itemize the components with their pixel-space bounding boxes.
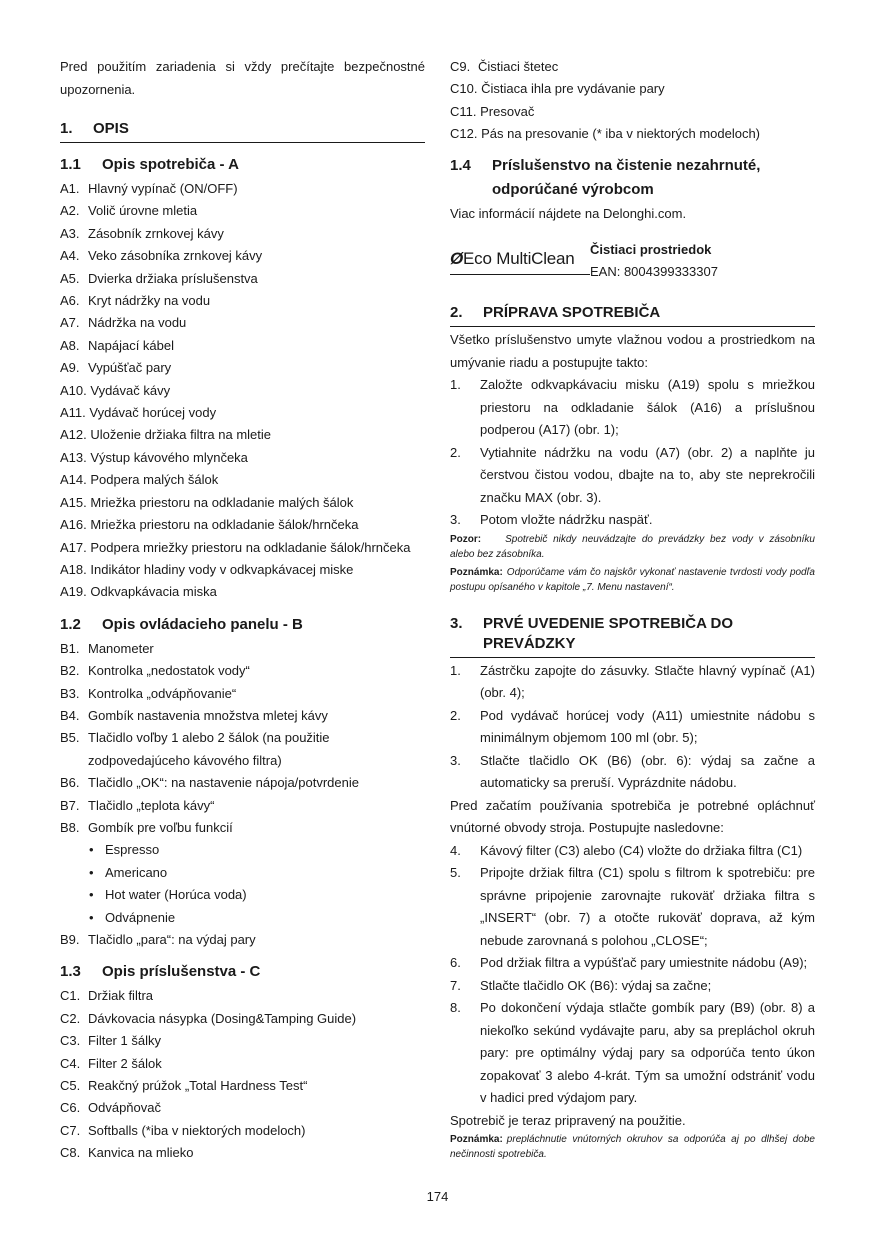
list-item: C7. Softballs (*iba v niektorých modeloch) bbox=[60, 1122, 306, 1138]
list-item: C6. Odvápňovač bbox=[60, 1100, 161, 1116]
list-item: 3. Stlačte tlačidlo OK (B6) (obr. 6): výdaj sa začne a automaticky sa preruší. Vyprázdnite nádobu. bbox=[450, 752, 815, 791]
list-item: B9. Tlačidlo „para“: na výdaj pary bbox=[60, 932, 256, 947]
list-item: C8. Kanvica na mlieko bbox=[60, 1145, 194, 1161]
accessories-list-part1 bbox=[60, 985, 425, 1164]
list-item: C1. Držiak filtra bbox=[60, 988, 154, 1004]
list-item: 3. Potom vložte nádržku naspäť. bbox=[450, 512, 653, 528]
section-2-intro: Všetko príslušenstvo umyte vlažnou vodou a prostriedkom na umývanie riadu a postupujte takto: bbox=[450, 332, 815, 370]
list-item: 2. Pod vydávač horúcej vody (A11) umiestnite nádobu s minimálnym objemom 100 ml (obr. 5); bbox=[450, 707, 815, 746]
list-item: 8. Po dokončení výdaja stlačte gombík pary (B9) (obr. 8) a niekoľko sekúnd vydávajte paru, aby sa prepláchol okruh pary: pre optimálny výdaj pary sa odporúča tento úkon zopakovať 3 alebo 4-krát. Tým sa umožní odstrániť vodu v hadici pred výdajom pary. bbox=[450, 1000, 815, 1106]
section-number: 2. bbox=[450, 304, 463, 322]
list-item: C10. Čistiaca ihla pre vydávanie pary bbox=[450, 81, 665, 97]
appliance-parts-list bbox=[60, 178, 425, 604]
list-item: B8. Gombík pre voľbu funkcií bbox=[60, 819, 233, 835]
control-panel-list bbox=[60, 638, 425, 952]
product-name: Čistiaci prostriedok bbox=[590, 242, 712, 258]
bullet-icon: • bbox=[89, 842, 94, 858]
left-column bbox=[60, 56, 425, 1165]
section-title: PRÍPRAVA SPOTREBIČA bbox=[483, 304, 661, 322]
section-title-line2: odporúčané výrobcom bbox=[492, 180, 654, 198]
section-1-2-heading bbox=[60, 613, 425, 637]
section-number: 1. bbox=[60, 120, 73, 137]
bullet-item: • Hot water (Horúca voda) bbox=[60, 884, 425, 906]
leaf-icon: Ø bbox=[450, 249, 464, 269]
intro-paragraph: Pred použitím zariadenia si vždy prečítajte bezpečnostné upozornenia. bbox=[60, 59, 425, 97]
list-item: A7. Nádržka na vodu bbox=[60, 315, 187, 331]
list-item: A9. Vypúšťač pary bbox=[60, 360, 172, 376]
list-item: A1. Hlavný vypínač (ON/OFF) bbox=[60, 181, 238, 196]
list-item: A2. Volič úrovne mletia bbox=[60, 203, 198, 219]
list-item: 1. Zástrčku zapojte do zásuvky. Stlačte hlavný vypínač (A1) (obr. 4); bbox=[450, 662, 815, 701]
list-item: B5. Tlačidlo voľby 1 alebo 2 šálok (na použitie zodpovedajúceho kávového filtra) bbox=[60, 730, 330, 768]
list-item: C9. Čistiaci štetec bbox=[450, 59, 559, 74]
list-item: C2. Dávkovacia násypka (Dosing&Tamping Guide) bbox=[60, 1010, 357, 1026]
section-1-1-heading bbox=[60, 153, 425, 177]
preparation-steps bbox=[450, 374, 815, 532]
list-item: C11. Presovač bbox=[450, 103, 535, 119]
bullet-item: • Odvápnenie bbox=[60, 907, 425, 929]
product-info bbox=[590, 239, 718, 283]
list-item: B7. Tlačidlo „teplota kávy“ bbox=[60, 797, 215, 813]
note-label: Pozor: bbox=[450, 533, 482, 545]
list-item: A12. Uloženie držiaka filtra na mletie bbox=[60, 427, 272, 443]
list-item: B4. Gombík nastavenia množstva mletej kávy bbox=[60, 707, 328, 723]
list-item: B3. Kontrolka „odvápňovanie“ bbox=[60, 685, 237, 701]
list-item: C12. Pás na presovanie (* iba v niektorých modeloch) bbox=[450, 126, 761, 142]
section-title: Opis spotrebiča - A bbox=[102, 156, 239, 173]
list-item: A3. Zásobník zrnkovej kávy bbox=[60, 225, 224, 241]
rinse-intro: Pred začatím používania spotrebiča je potrebné opláchnuť vnútorné obvody stroja. Postupujte nasledovne: bbox=[450, 797, 815, 836]
section-number: 1.2 bbox=[60, 615, 81, 633]
section-number: 1.3 bbox=[60, 963, 81, 981]
list-item: A16. Mriežka priestoru na odkladanie šálok/hrnčeka bbox=[60, 517, 359, 533]
info-note: Poznámka: Odporúčame vám čo najskôr vykonať nastavenie tvrdosti vody podľa postupu opísaného v kapitole „7. Menu nastavení“. bbox=[450, 566, 815, 593]
list-item: 1. Založte odkvapkávaciu misku (A19) spolu s mriežkou priestoru na odkladanie šálok (A16) a príslušnou podperou (A17) (obr. 1); bbox=[450, 377, 815, 438]
right-column bbox=[450, 56, 815, 1162]
list-item: A18. Indikátor hladiny vody v odkvapkávacej miske bbox=[60, 561, 354, 577]
list-item: 7. Stlačte tlačidlo OK (B6): výdaj sa začne; bbox=[450, 977, 712, 993]
list-item: A19. Odkvapkávacia miska bbox=[60, 584, 217, 600]
first-use-steps-b bbox=[450, 840, 815, 1110]
section-number: 1.1 bbox=[60, 156, 81, 173]
section-title: Opis príslušenstva - C bbox=[102, 963, 261, 981]
bullet-item: • Espresso bbox=[60, 839, 425, 861]
note-label: Poznámka: bbox=[450, 566, 503, 578]
product-ean: EAN: 8004399333307 bbox=[590, 264, 718, 280]
list-item: A10. Vydávač kávy bbox=[60, 382, 171, 398]
section-title: OPIS bbox=[93, 120, 129, 137]
list-item: B6. Tlačidlo „OK“: na nastavenie nápoja/potvrdenie bbox=[60, 775, 359, 791]
page-number: 174 bbox=[426, 1189, 449, 1204]
note-label: Poznámka: bbox=[450, 1134, 503, 1146]
section-title: PRVÉ UVEDENIE SPOTREBIČA DO PREVÁDZKY bbox=[483, 614, 734, 652]
list-item: 4. Kávový filter (C3) alebo (C4) vložte do držiaka filtra (C1) bbox=[450, 842, 803, 858]
ready-text: Spotrebič je teraz pripravený na použitie. bbox=[450, 1112, 686, 1128]
list-item: C3. Filter 1 šálky bbox=[60, 1033, 161, 1049]
first-use-steps-a bbox=[450, 660, 815, 795]
list-item: C5. Reakčný prúžok „Total Hardness Test“ bbox=[60, 1078, 308, 1094]
section-1-4-heading bbox=[450, 154, 815, 202]
cleaning-product bbox=[450, 239, 815, 283]
bullet-icon: • bbox=[89, 909, 94, 925]
list-item: A13. Výstup kávového mlynčeka bbox=[60, 449, 248, 465]
list-item: B2. Kontrolka „nedostatok vody“ bbox=[60, 663, 250, 679]
eco-multiclean-logo bbox=[450, 249, 590, 275]
logo-text: Eco MultiClean bbox=[463, 249, 575, 269]
list-item: A5. Dvierka držiaka príslušenstva bbox=[60, 270, 258, 286]
section-title-line1: Príslušenstvo na čistenie nezahrnuté, bbox=[492, 156, 761, 174]
warning-note: Pozor: Spotrebič nikdy neuvádzajte do prevádzky bez vody v zásobníku alebo bez zásobníka. bbox=[450, 533, 815, 560]
list-item: A15. Mriežka priestoru na odkladanie malých šálok bbox=[60, 494, 354, 510]
list-item: A8. Napájací kábel bbox=[60, 337, 174, 353]
list-item: A4. Veko zásobníka zrnkovej kávy bbox=[60, 248, 263, 264]
list-item: B1. Manometer bbox=[60, 640, 154, 656]
rinse-note: Poznámka: prepláchnutie vnútorných okruhov sa odporúča aj po dlhšej dobe nečinnosti spotrebiča. bbox=[450, 1134, 815, 1161]
section-title: Opis ovládacieho panelu - B bbox=[102, 615, 303, 633]
list-item: 5. Pripojte držiak filtra (C1) spolu s filtrom k spotrebiču: pre správne pripojenie zarovnajte rukoväť držiaka filtra s „INSERT“ (obr. 7) a otočte rukoväť doprava, až kým nebude zarovnaná s polohou „CLOSE“; bbox=[450, 865, 815, 948]
list-item: 2. Vytiahnite nádržku na vodu (A7) (obr. 2) a naplňte ju čerstvou čistou vodou, dbajte na to, aby ste neprekročili značku MAX (obr. 3). bbox=[450, 444, 815, 505]
section-number: 1.4 bbox=[450, 156, 471, 174]
bullet-icon: • bbox=[89, 887, 94, 903]
section-2-heading bbox=[450, 303, 815, 327]
list-item: 6. Pod držiak filtra a vypúšťač pary umiestnite nádobu (A9); bbox=[450, 955, 808, 971]
list-item: A17. Podpera mriežky priestoru na odkladanie šálok/hrnčeka bbox=[60, 539, 411, 555]
list-item: A11. Vydávač horúcej vody bbox=[60, 405, 217, 421]
list-item: A6. Kryt nádržky na vodu bbox=[60, 293, 211, 309]
section-1-3-heading bbox=[60, 960, 425, 984]
bullet-icon: • bbox=[89, 864, 94, 880]
list-item: A14. Podpera malých šálok bbox=[60, 472, 219, 488]
info-text: Viac informácií nájdete na Delonghi.com. bbox=[450, 205, 687, 221]
bullet-item: • Americano bbox=[60, 862, 425, 884]
section-number: 3. bbox=[450, 614, 463, 632]
list-item: C4. Filter 2 šálok bbox=[60, 1055, 162, 1071]
section-3-heading bbox=[450, 614, 815, 658]
accessories-list-part2 bbox=[450, 56, 815, 146]
section-1-heading bbox=[60, 119, 425, 143]
